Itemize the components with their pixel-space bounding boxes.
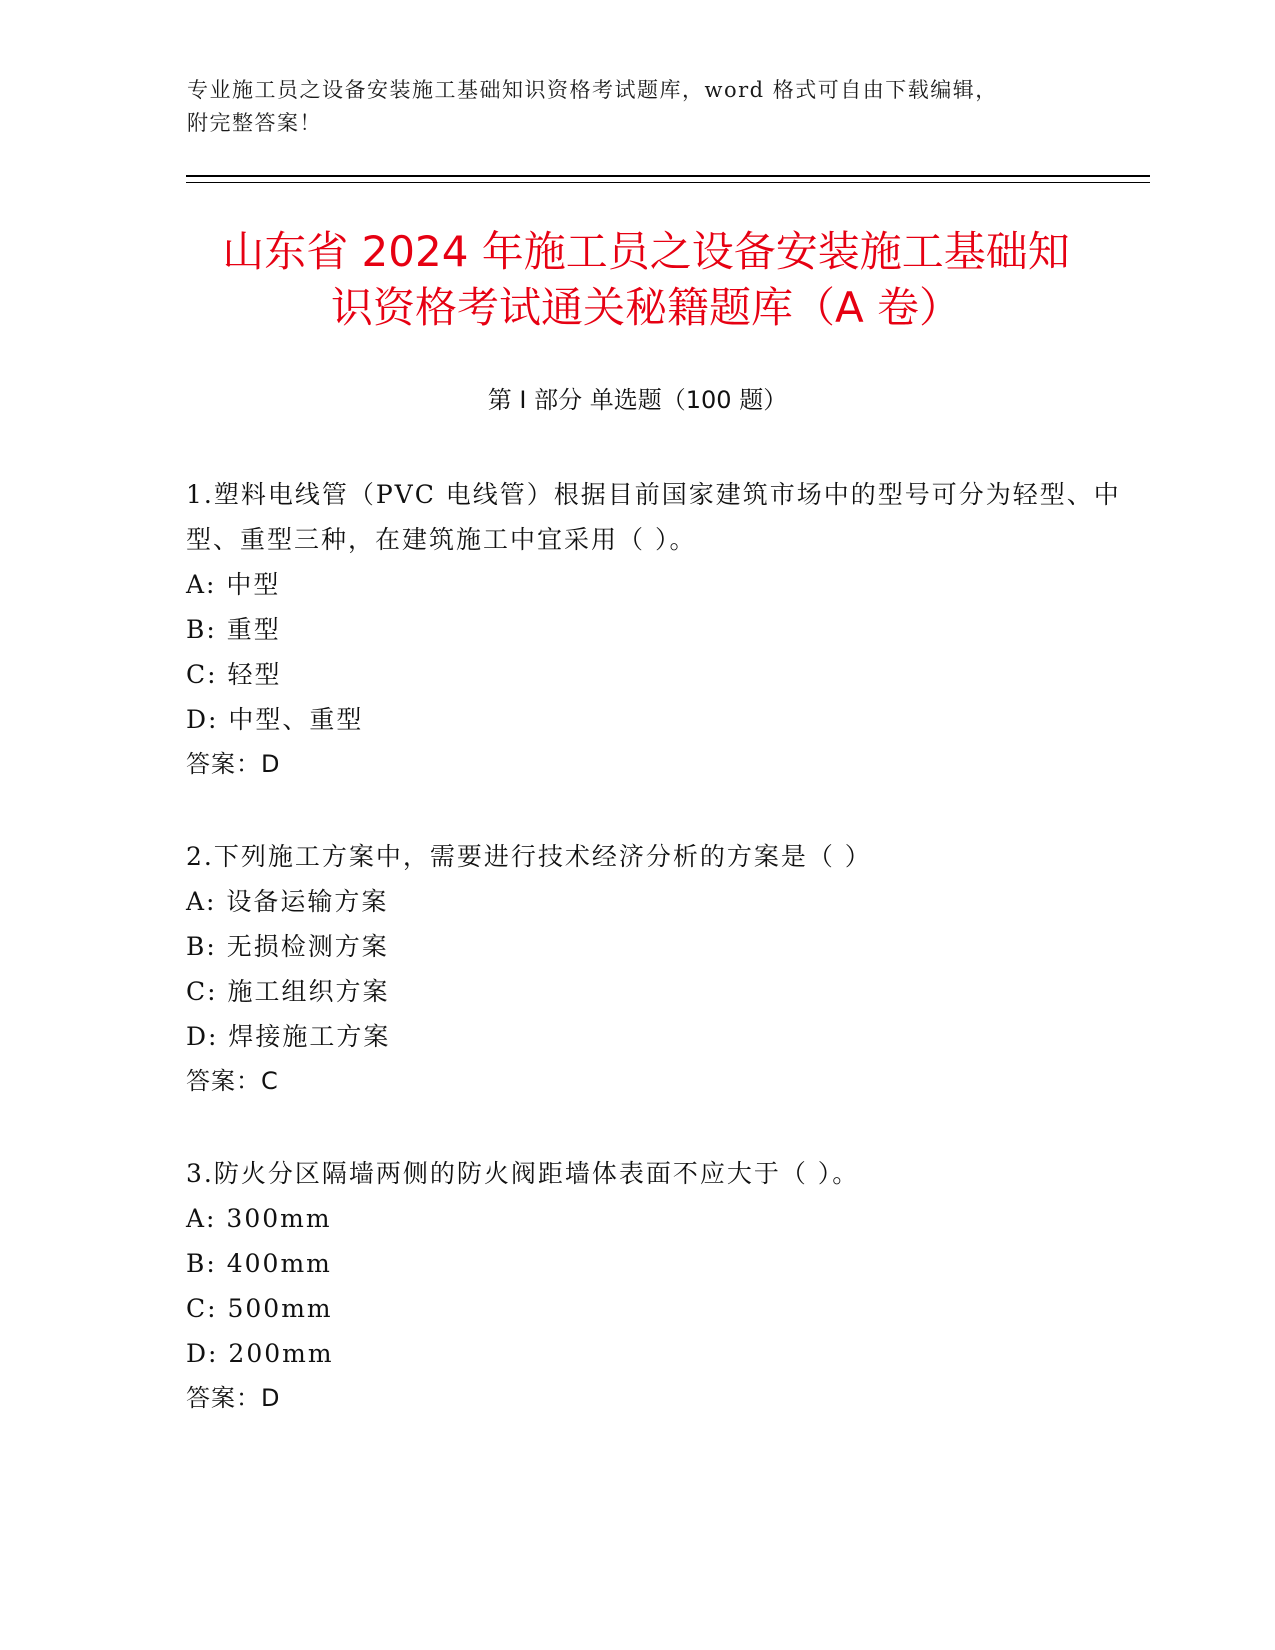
answer-text: 答案：D [186,750,281,778]
option-a: A: 300mm [186,1204,332,1233]
question-block [186,1151,1126,1421]
option-d: D: 200mm [186,1339,334,1368]
document-title [186,224,1106,336]
header-note [187,74,1067,140]
question-text: 1.塑料电线管（PVC 电线管）根据目前国家建筑市场中的型号可分为轻型、中型、重型三种，在建筑施工中宜采用（ ）。 [186,480,1121,554]
question-text: 3.防火分区隔墙两侧的防火阀距墙体表面不应大于（ ）。 [186,1159,860,1188]
answer-text: 答案：C [186,1067,279,1095]
option-c: C: 500mm [186,1294,333,1323]
answer-text: 答案：D [186,1384,281,1412]
document-title-line-2: 识资格考试通关秘籍题库（A 卷） [330,283,962,332]
option-a: A: 中型 [186,570,281,599]
document-title-line-1: 山东省 2024 年施工员之设备安装施工基础知 [222,227,1070,276]
option-a: A: 设备运输方案 [186,887,389,916]
question-block [186,472,1126,787]
option-d: D: 焊接施工方案 [186,1022,391,1051]
option-c: C: 轻型 [186,660,282,689]
option-b: B: 400mm [186,1249,332,1278]
option-c: C: 施工组织方案 [186,977,390,1006]
header-note-line-1: 专业施工员之设备安装施工基础知识资格考试题库，word 格式可自由下载编辑， [187,78,998,102]
header-note-line-2: 附完整答案！ [187,111,322,135]
question-block [186,834,1126,1104]
option-b: B: 重型 [186,615,281,644]
header-rule-thin [186,182,1150,183]
option-b: B: 无损检测方案 [186,932,389,961]
question-text: 2.下列施工方案中，需要进行技术经济分析的方案是（ ） [186,842,872,871]
option-d: D: 中型、重型 [186,705,364,734]
header-rule-thick [186,175,1150,177]
section-heading: 第 I 部分 单选题（100 题） [487,386,788,414]
